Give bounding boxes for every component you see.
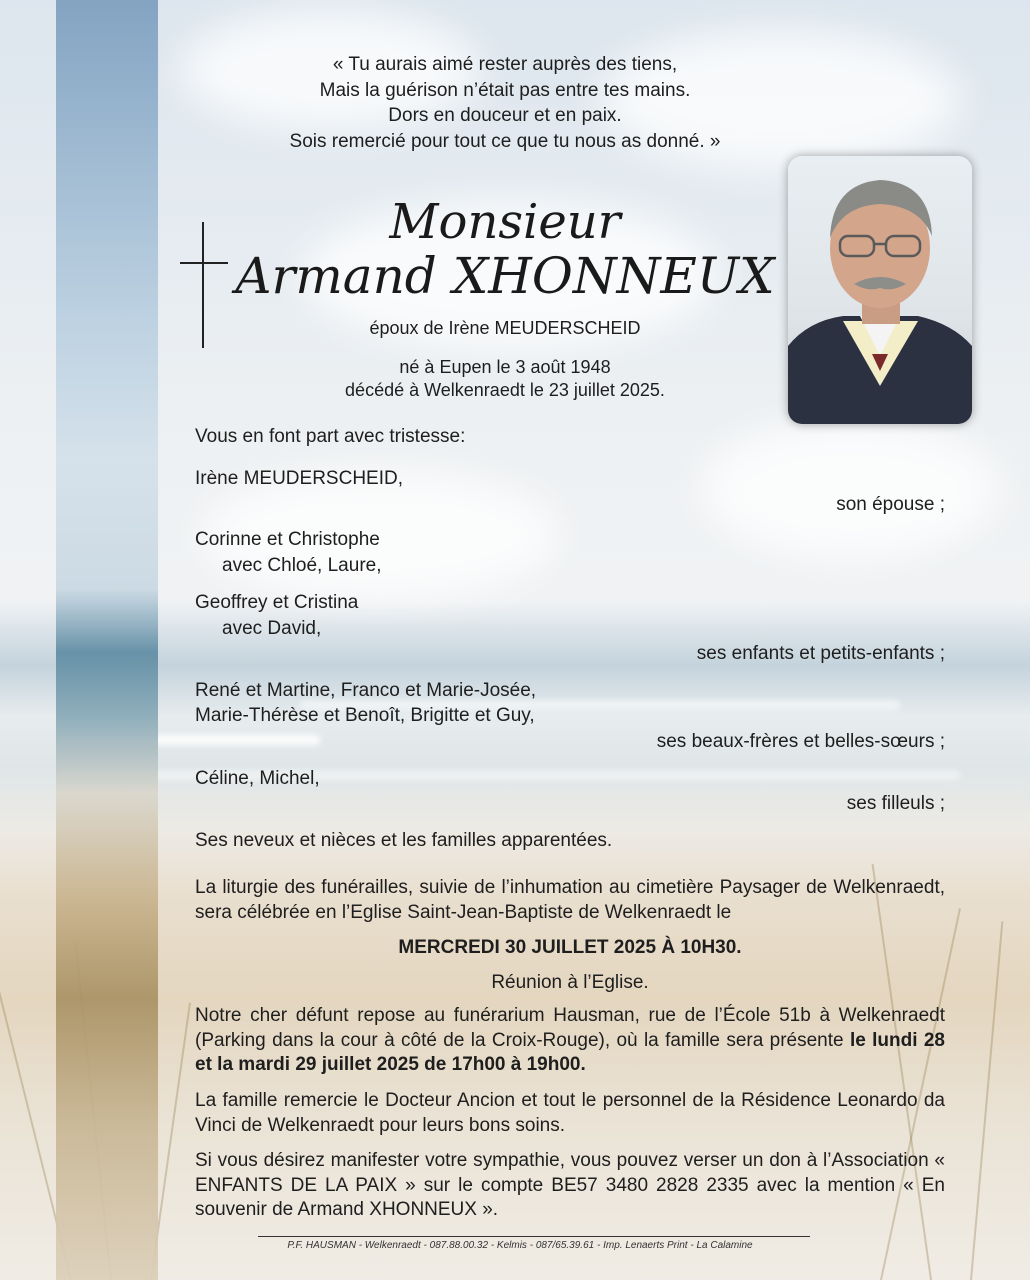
grass-blade xyxy=(970,921,1003,1280)
cross-icon xyxy=(202,222,204,348)
child-couple: Geoffrey et Cristina xyxy=(195,592,359,613)
announcement-intro: Vous en font part avec tristesse: xyxy=(195,426,466,447)
donation-text: Si vous désirez manifester votre sympathie, vous pouvez verser un don à l’Association « ENFANTS DE LA PAIX » sur le compte BE57 3480 2828 2335 avec la mention « En souvenir de Armand XHONNEUX ». xyxy=(195,1150,945,1220)
thanks-text: La famille remercie le Docteur Ancion et tout le personnel de la Résidence Leonardo da Vinci de Welkenraedt pour leurs bons soins. xyxy=(195,1090,945,1136)
decorative-strip xyxy=(56,0,158,1280)
footer-divider xyxy=(258,1236,810,1237)
visiting-hours: le lundi 28 et la mardi 29 juillet 2025 de 17h00 à 19h00. xyxy=(195,1029,946,1075)
poem-line: Dors en douceur et en paix. xyxy=(388,105,622,126)
repose-paragraph xyxy=(195,1004,945,1078)
godchildren-role: ses filleuls ; xyxy=(846,793,945,814)
spouse-role: son épouse ; xyxy=(836,494,945,515)
footer-credits: P.F. HAUSMAN - Welkenraedt - 087.88.00.32 - Kelmis - 087/65.39.61 - Imp. Lenaerts Print - La Calamine xyxy=(287,1240,753,1251)
inlaws-role: ses beaux-frères et belles-sœurs ; xyxy=(656,731,945,752)
child-couple: Corinne et Christophe xyxy=(195,529,380,550)
spouse-name: Irène MEUDERSCHEID, xyxy=(195,468,403,489)
title-honorific: Monsieur xyxy=(389,194,621,250)
poem xyxy=(200,52,810,154)
portrait-figure xyxy=(788,156,972,424)
grandchildren: avec Chloé, Laure, xyxy=(222,555,382,576)
poem-line: Mais la guérison n’était pas entre tes mains. xyxy=(319,79,691,101)
poem-line: « Tu aurais aimé rester auprès des tiens, xyxy=(332,54,678,75)
children-role: ses enfants et petits-enfants ; xyxy=(696,643,945,664)
inlaws-line: Marie-Thérèse et Benoît, Brigitte et Guy, xyxy=(195,705,535,726)
portrait-photo xyxy=(788,156,972,424)
inlaws-line: René et Martine, Franco et Marie-Josée, xyxy=(195,680,537,701)
funeral-date: MERCREDI 30 JUILLET 2025 À 10H30. xyxy=(398,937,742,958)
repose-text: Notre cher défunt repose au funérarium Hausman, rue de l’École 51b à Welkenraedt (Parking dans la cour à côté de la Croix-Rouge), où la famille sera présente xyxy=(195,1005,945,1051)
other-relatives: Ses neveux et nièces et les familles apparentées. xyxy=(195,830,613,851)
grandchildren: avec David, xyxy=(222,618,322,639)
spouse-line: époux de Irène MEUDERSCHEID xyxy=(369,318,641,338)
death-line: décédé à Welkenraedt le 23 juillet 2025. xyxy=(345,380,665,400)
birth-line: né à Eupen le 3 août 1948 xyxy=(399,357,611,377)
meeting-place: Réunion à l’Eglise. xyxy=(491,972,649,993)
godchildren: Céline, Michel, xyxy=(195,768,320,789)
deceased-name: Armand XHONNEUX xyxy=(235,247,775,305)
liturgy-text: La liturgie des funérailles, suivie de l’inhumation au cimetière Paysager de Welkenraedt, sera célébrée en l’Eglise Saint-Jean-Baptiste de Welkenraedt le xyxy=(195,877,945,923)
poem-line: Sois remercié pour tout ce que tu nous as donné. » xyxy=(289,130,721,152)
cloud xyxy=(700,420,1000,560)
